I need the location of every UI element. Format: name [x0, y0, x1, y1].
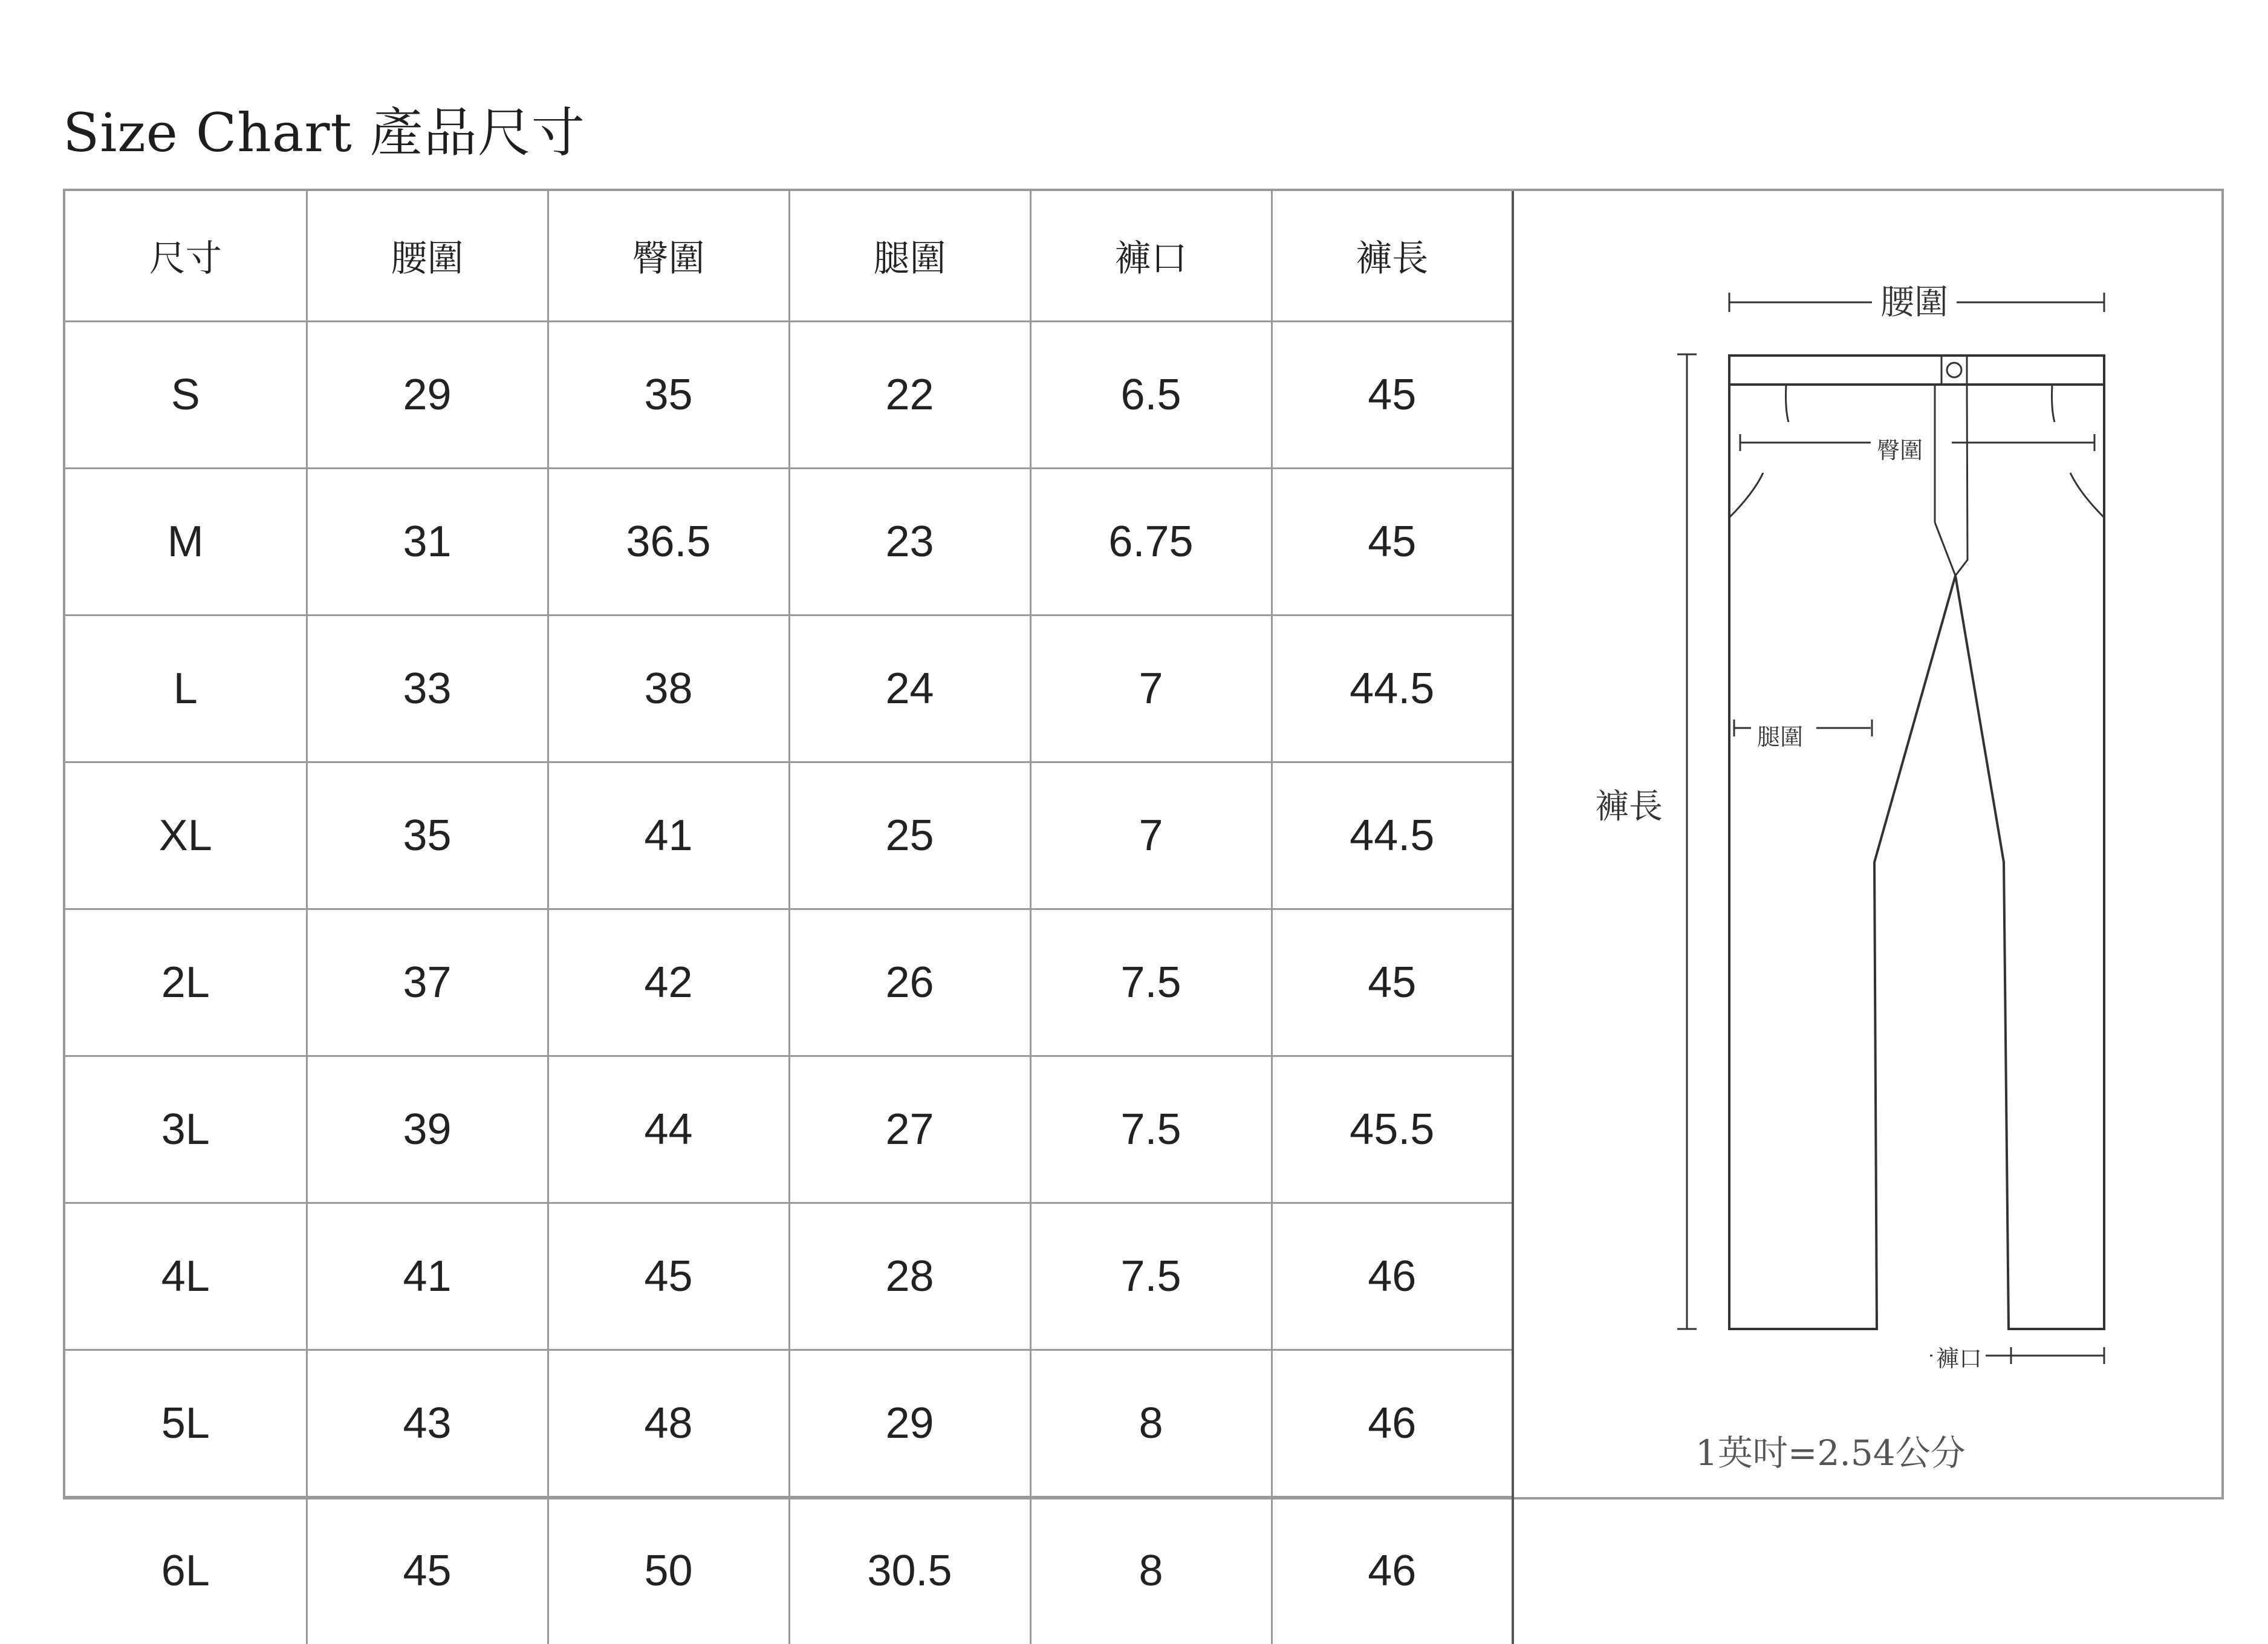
button-icon [1947, 363, 1961, 377]
cell-size: XL [65, 762, 307, 909]
cell-length: 45.5 [1272, 1056, 1513, 1203]
cell-length: 44.5 [1272, 616, 1513, 762]
table-row [65, 762, 1513, 909]
cell-hem: 7 [1030, 762, 1272, 909]
cell-size: 4L [65, 1203, 307, 1350]
cell-size: M [65, 469, 307, 616]
table-row [65, 322, 1513, 469]
cell-hem: 6.5 [1030, 322, 1272, 469]
cell-size: L [65, 616, 307, 762]
cell-hem: 7.5 [1030, 1203, 1272, 1350]
cell-waist: 39 [307, 1056, 548, 1203]
cell-waist: 37 [307, 909, 548, 1056]
header-hip: 臀圍 [548, 191, 789, 322]
size-table [65, 191, 1514, 1644]
cell-size: 3L [65, 1056, 307, 1203]
pocket-left [1729, 473, 1763, 518]
cell-thigh: 29 [789, 1350, 1030, 1497]
cell-hem: 8 [1030, 1497, 1272, 1644]
cell-thigh: 24 [789, 616, 1030, 762]
fly-line-right [1955, 385, 1967, 576]
header-size: 尺寸 [65, 191, 307, 322]
cell-hip: 42 [548, 909, 789, 1056]
cell-hem: 6.75 [1030, 469, 1272, 616]
cell-length: 45 [1272, 469, 1513, 616]
cell-length: 46 [1272, 1203, 1513, 1350]
cell-hip: 41 [548, 762, 789, 909]
waist-label: 腰圍 [1872, 276, 1957, 324]
header-waist: 腰圍 [307, 191, 548, 322]
thigh-label: 腿圍 [1753, 718, 1807, 752]
cell-waist: 29 [307, 322, 548, 469]
cell-hip: 36.5 [548, 469, 789, 616]
waistband [1729, 356, 2104, 385]
table-header-row [65, 191, 1513, 322]
cell-thigh: 26 [789, 909, 1030, 1056]
cell-thigh: 25 [789, 762, 1030, 909]
cell-hip: 44 [548, 1056, 789, 1203]
fly-curve [1935, 522, 1955, 576]
table-row [65, 1497, 1513, 1644]
cell-length: 46 [1272, 1497, 1513, 1644]
cell-length: 45 [1272, 322, 1513, 469]
cell-size: S [65, 322, 307, 469]
pants-diagram-panel [1516, 191, 2221, 1497]
cell-thigh: 23 [789, 469, 1030, 616]
cell-hem: 7.5 [1030, 909, 1272, 1056]
cell-length: 46 [1272, 1350, 1513, 1497]
table-row [65, 616, 1513, 762]
table-row [65, 909, 1513, 1056]
size-chart-frame [63, 189, 2224, 1595]
cell-waist: 35 [307, 762, 548, 909]
table-row [65, 469, 1513, 616]
table-row [65, 1056, 1513, 1203]
cell-hem: 8 [1030, 1350, 1272, 1497]
header-length: 褲長 [1272, 191, 1513, 322]
cell-size: 5L [65, 1350, 307, 1497]
header-hem: 褲口 [1030, 191, 1272, 322]
cell-waist: 31 [307, 469, 548, 616]
cell-length: 44.5 [1272, 762, 1513, 909]
length-label: 褲長 [1591, 770, 1666, 838]
table-row [65, 1350, 1513, 1497]
table-row [65, 1203, 1513, 1350]
cell-thigh: 28 [789, 1203, 1030, 1350]
cell-waist: 43 [307, 1350, 548, 1497]
cell-hip: 50 [548, 1497, 789, 1644]
hem-label: 褲口 [1932, 1340, 1986, 1373]
cell-hip: 38 [548, 616, 789, 762]
unit-conversion-note: 1英吋=2.54公分 [1695, 1432, 1966, 1473]
hip-label: 臀圍 [1873, 432, 1926, 465]
cell-hem: 7 [1030, 616, 1272, 762]
belt-loop-right [2052, 385, 2055, 422]
cell-hip: 48 [548, 1350, 789, 1497]
cell-thigh: 30.5 [789, 1497, 1030, 1644]
pants-diagram [1516, 191, 2221, 1497]
cell-waist: 45 [307, 1497, 548, 1644]
cell-waist: 33 [307, 616, 548, 762]
cell-hip: 45 [548, 1203, 789, 1350]
page-title: Size Chart 產品尺寸 [63, 102, 585, 164]
belt-loop-left [1786, 385, 1789, 422]
cell-length: 45 [1272, 909, 1513, 1056]
cell-waist: 41 [307, 1203, 548, 1350]
cell-size: 6L [65, 1497, 307, 1644]
cell-thigh: 22 [789, 322, 1030, 469]
header-thigh: 腿圍 [789, 191, 1030, 322]
cell-size: 2L [65, 909, 307, 1056]
cell-thigh: 27 [789, 1056, 1030, 1203]
cell-hip: 35 [548, 322, 789, 469]
pants-outline [1729, 385, 2104, 1329]
pocket-right [2070, 473, 2104, 518]
cell-hem: 7.5 [1030, 1056, 1272, 1203]
